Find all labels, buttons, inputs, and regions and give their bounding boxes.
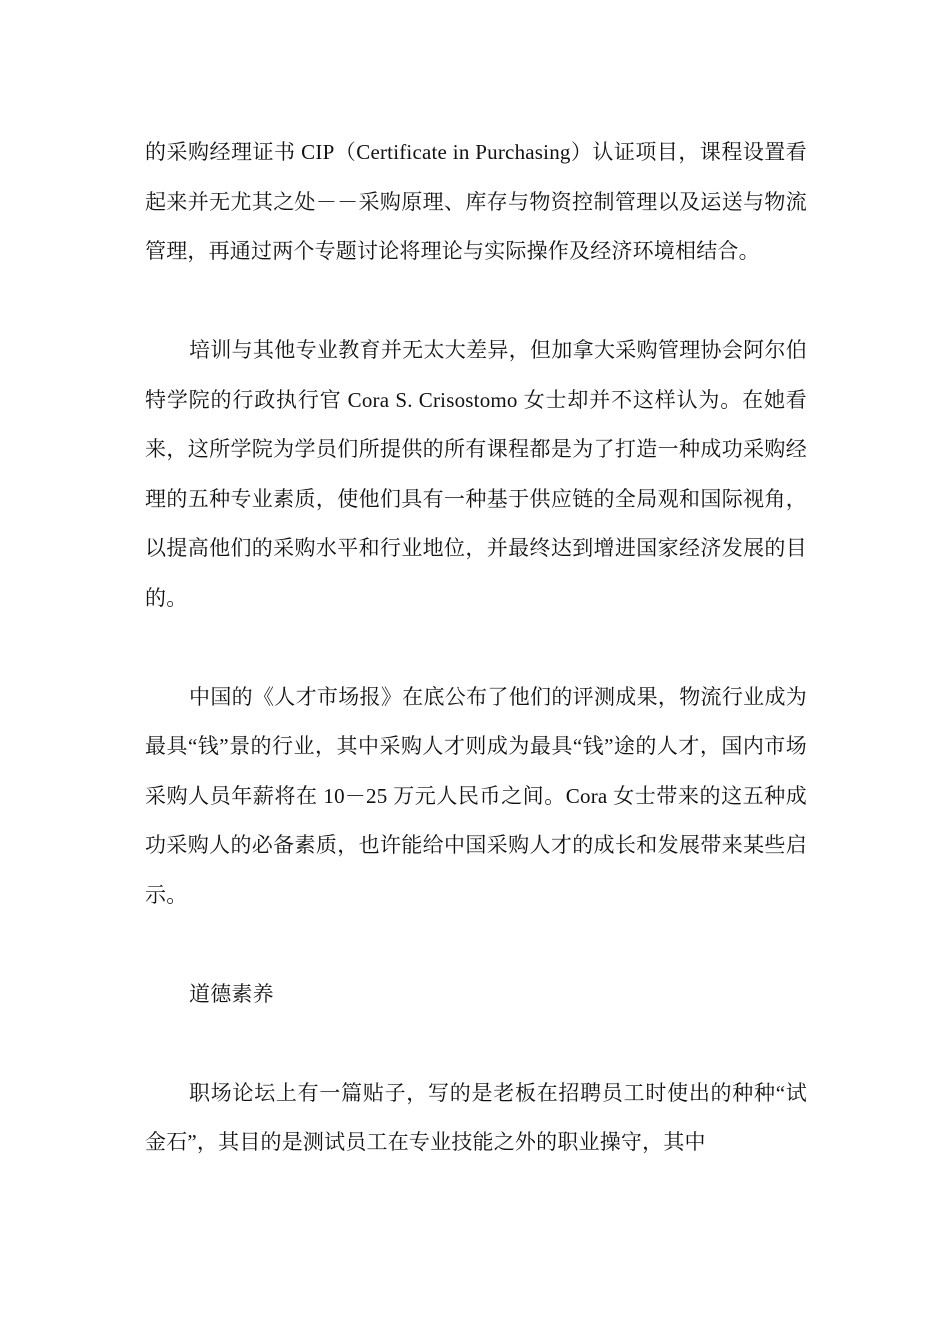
paragraph-training-view: 培训与其他专业教育并无太大差异，但加拿大采购管理协会阿尔伯特学院的行政执行官 Cora S. Crisostomo 女士却并不这样认为。在她看来，这所学院为学员们所提供的所有课程都是为了打造一种成功采购经理的五种专业素质，使他们具有一种基于供应链的全局观和国际视角，以提高他们的采购水平和行业地位，并最终达到增进国家经济发展的目的。	[145, 338, 807, 610]
section-heading-ethics: 道德素养	[189, 981, 274, 1006]
paragraph-forum-post: 职场论坛上有一篇贴子，写的是老板在招聘员工时使出的种种“试金石”，其目的是测试员工在专业技能之外的职业操守，其中	[145, 1080, 807, 1154]
paragraph-talent-market: 中国的《人才市场报》在底公布了他们的评测成果，物流行业成为最具“钱”景的行业，其中采购人才则成为最具“钱”途的人才，国内市场采购人员年薪将在 10－25 万元人民币之间。Cora 女士带来的这五种成功采购人的必备素质，也许能给中国采购人才的成长和发展带来某些启示。	[145, 684, 807, 907]
document-body	[145, 128, 807, 1168]
paragraph-cip-course: 的采购经理证书 CIP（Certificate in Purchasing）认证项目，课程设置看起来并无尤其之处－－采购原理、库存与物资控制管理以及运送与物流管理，再通过两个专题讨论将理论与实际操作及经济环境相结合。	[145, 140, 807, 263]
